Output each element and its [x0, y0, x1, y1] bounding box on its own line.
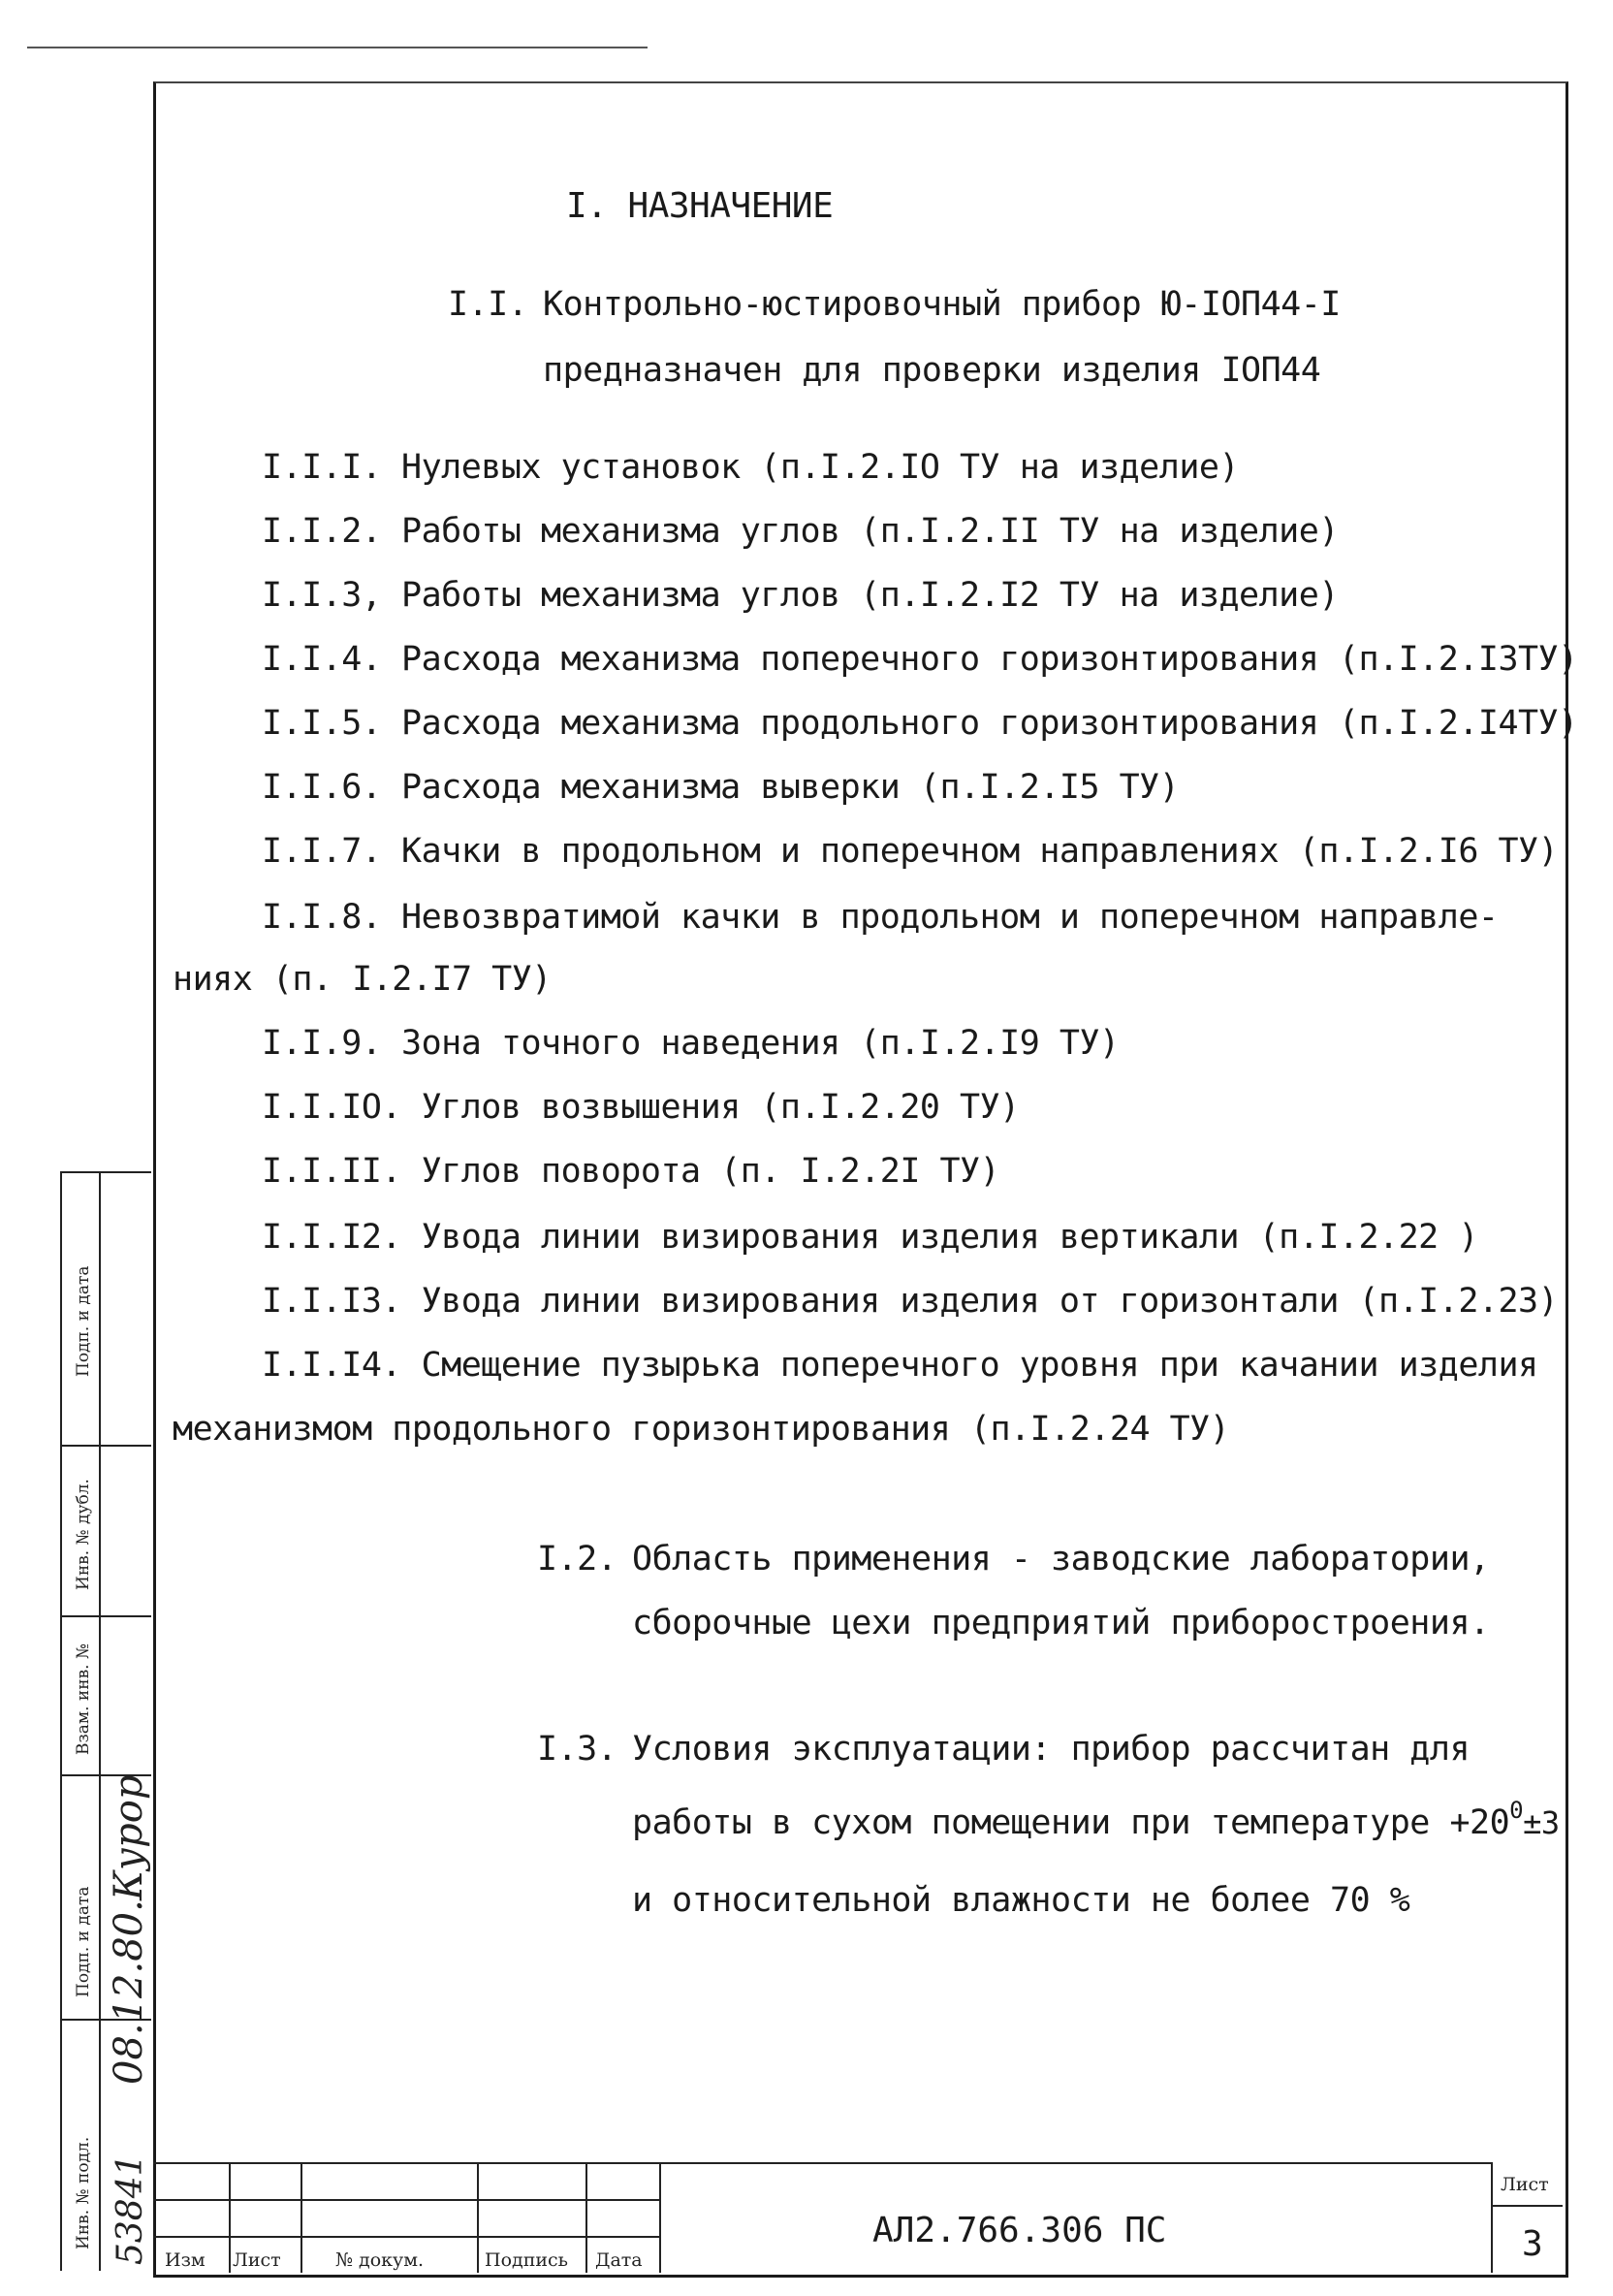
check-item: I.I.6. Расхода механизма выверки (п.I.2.I5 ТУ): [262, 768, 1180, 807]
title-block-line: [659, 2162, 661, 2273]
title-block-label: Дата: [595, 2249, 643, 2271]
title-block-line: [477, 2162, 479, 2273]
check-item: I.I.7. Качки в продольном и поперечном направлениях (п.I.2.I6 ТУ): [262, 832, 1559, 871]
check-item: I.I.9. Зона точного наведения (п.I.2.I9 ТУ): [262, 1024, 1120, 1063]
stamp-divider: [62, 1445, 151, 1447]
item-1-2-line1: Область применения - заводские лаборатории,: [632, 1540, 1490, 1578]
item-1-2-line2: сборочные цехи предприятий приборостроения.: [632, 1604, 1490, 1642]
check-item: I.I.4. Расхода механизма поперечного горизонтирования (п.I.2.I3ТУ): [262, 640, 1578, 679]
stamp-label: Инв. № подл.: [74, 2136, 93, 2249]
check-item: I.I.I. Нулевых установок (п.I.2.IO ТУ на изделие): [262, 448, 1240, 487]
check-item: I.I.3, Работы механизма углов (п.I.2.I2 ТУ на изделие): [262, 576, 1339, 615]
item-1-2-number: I.2.: [537, 1540, 617, 1578]
item-1-1-number: I.I.: [448, 285, 528, 324]
sheet-label: Лист: [1501, 2174, 1549, 2195]
check-item: I.I.II. Углов поворота (п. I.2.2I ТУ): [262, 1152, 1000, 1191]
item-1-3-line1: Условия эксплуатации: прибор рассчитан для: [632, 1730, 1471, 1769]
stamp-divider: [62, 1615, 151, 1617]
sheet-number: 3: [1522, 2224, 1543, 2264]
tolerance: ±3: [1523, 1804, 1560, 1841]
check-item: I.I.2. Работы механизма углов (п.I.2.II ТУ на изделие): [262, 512, 1339, 551]
title-block-line: [229, 2162, 231, 2273]
item-1-1-line2: предназначен для проверки изделия IOП44: [543, 351, 1321, 390]
check-item: I.I.I3. Увода линии визирования изделия от горизонтали (п.I.2.23): [262, 1282, 1559, 1321]
title-block-line: [300, 2162, 302, 2273]
signature: Курор: [107, 1774, 151, 1900]
title-block-label: № докум.: [335, 2249, 425, 2271]
check-item: I.I.8. Невозвратимой качки в продольном и поперечном направле-: [262, 898, 1499, 937]
stamp-divider: [99, 1173, 101, 2271]
check-item-continuation: ниях (п. I.2.I7 ТУ): [173, 960, 552, 999]
item-1-3-line2: работы в сухом помещении при температуре $+20^0\pm 3$: [632, 1797, 1560, 1842]
stamp-label: Подп. и дата: [74, 1886, 93, 1997]
title-block-label: Лист: [233, 2249, 281, 2271]
scan-top-line: [27, 47, 648, 48]
title-block-line: [1491, 2162, 1493, 2273]
signature-date: 08.12.80.: [107, 1899, 151, 2085]
check-item: I.I.I2. Увода линии визирования изделия вертикали (п.I.2.22 ): [262, 1218, 1478, 1257]
item-1-3-number: I.3.: [537, 1730, 617, 1769]
degree-superscript: 0: [1509, 1797, 1524, 1824]
item-1-1-line1: Контрольно-юстировочный прибор Ю-IOП44-I: [543, 285, 1341, 324]
check-item: I.I.IO. Углов возвышения (п.I.2.20 ТУ): [262, 1088, 1020, 1127]
title-block-label: Подпись: [485, 2249, 569, 2271]
section-heading: I. НАЗНАЧЕНИЕ: [566, 186, 834, 226]
document-code: АЛ2.766.306 ПС: [872, 2211, 1167, 2250]
title-block-label: Изм: [165, 2249, 206, 2271]
title-block-line: [153, 2162, 1491, 2164]
title-block-line: [585, 2162, 587, 2273]
title-block-line: [1491, 2205, 1563, 2207]
check-item-continuation: механизмом продольного горизонтирования (п.I.2.24 ТУ): [173, 1410, 1230, 1449]
check-item: I.I.I4. Смещение пузырька поперечного уровня при качании изделия: [262, 1346, 1538, 1385]
item-1-3-line3: и относительной влажности не более 70 %: [632, 1881, 1410, 1920]
stamp-label: Взам. инв. №: [74, 1642, 93, 1755]
check-item: I.I.5. Расхода механизма продольного горизонтирования (п.I.2.I4ТУ): [262, 704, 1578, 743]
stamp-label: Инв. № дубл.: [74, 1479, 93, 1590]
inventory-number: 53841: [111, 2153, 150, 2265]
stamp-label: Подп. и дата: [74, 1265, 93, 1377]
